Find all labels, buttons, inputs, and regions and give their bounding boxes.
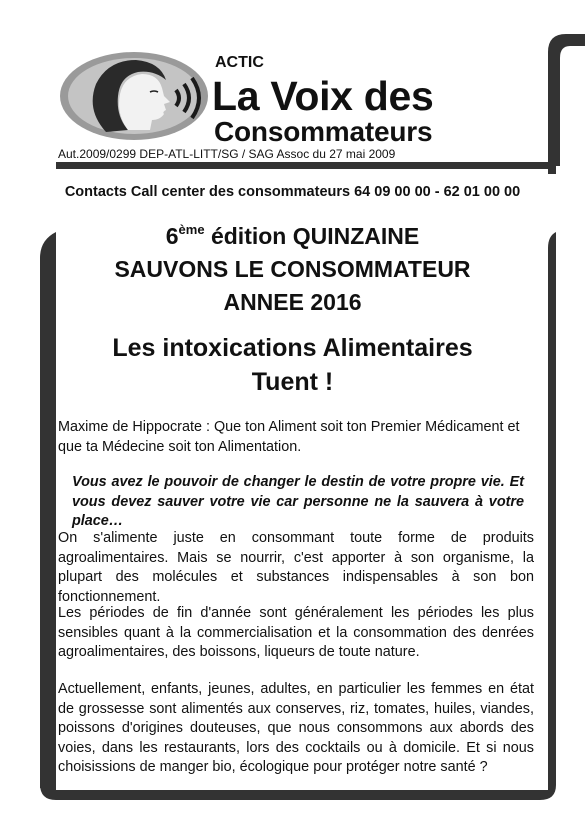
org-name: ACTIC bbox=[215, 54, 264, 71]
edition-heading bbox=[40, 220, 545, 319]
logo bbox=[58, 50, 210, 142]
paragraph: Actuellement, enfants, jeunes, adultes, en particulier les femmes en état de grossesse sont alimentés aux conserves, riz, tomates, huiles, viandes, poissons d'origines douteuses, que nous consommons aux abords des voies, dans les restaurants, lors des cocktails ou à domicile. Et si nous choisissions de manger bio, écologique pour protéger notre santé ? bbox=[58, 681, 534, 775]
headline bbox=[40, 331, 545, 399]
edition-line-1: 6ème édition QUINZAINE bbox=[165, 222, 420, 249]
edition-line-2: SAUVONS LE CONSOMMATEUR bbox=[114, 256, 471, 282]
authorization-text: Aut.2009/0299 DEP-ATL-LITT/SG / SAG Assoc du 27 mai 2009 bbox=[58, 147, 396, 161]
header-underline bbox=[56, 162, 556, 174]
page-title: La Voix des bbox=[212, 73, 434, 119]
headline-line-2: Tuent ! bbox=[251, 368, 334, 396]
frame-top-right-curve bbox=[548, 34, 585, 166]
paragraph: Les périodes de fin d'année sont généralement les périodes les plus sensibles quant à la commercialisation et la consommation des denrées agroalimentaires, des boissons, liqueurs de toute nature. bbox=[58, 605, 534, 660]
page-subtitle: Consommateurs bbox=[214, 116, 433, 147]
woman-profile-speaking-icon bbox=[58, 50, 210, 142]
hippocrates-quote: Maxime de Hippocrate : Que ton Aliment soit ton Premier Médicament et que ta Médecine soit ton Alimentation. bbox=[58, 419, 520, 455]
headline-line-1: Les intoxications Alimentaires bbox=[112, 334, 473, 362]
edition-line-3: ANNEE 2016 bbox=[223, 289, 362, 315]
paragraph: On s'alimente juste en consommant toute forme de produits agroalimentaires. Mais se nourrir, c'est apporter à son organisme, la plupart des molécules et substances indispensables à son bon fonctionnement. bbox=[58, 530, 534, 605]
slogan: Vous avez le pouvoir de changer le destin de votre propre vie. Et vous devez sauver votre vie car personne ne la sauvera à votre place… bbox=[72, 474, 524, 529]
contacts-line: Contacts Call center des consommateurs 64 09 00 00 - 62 01 00 00 bbox=[64, 184, 521, 200]
